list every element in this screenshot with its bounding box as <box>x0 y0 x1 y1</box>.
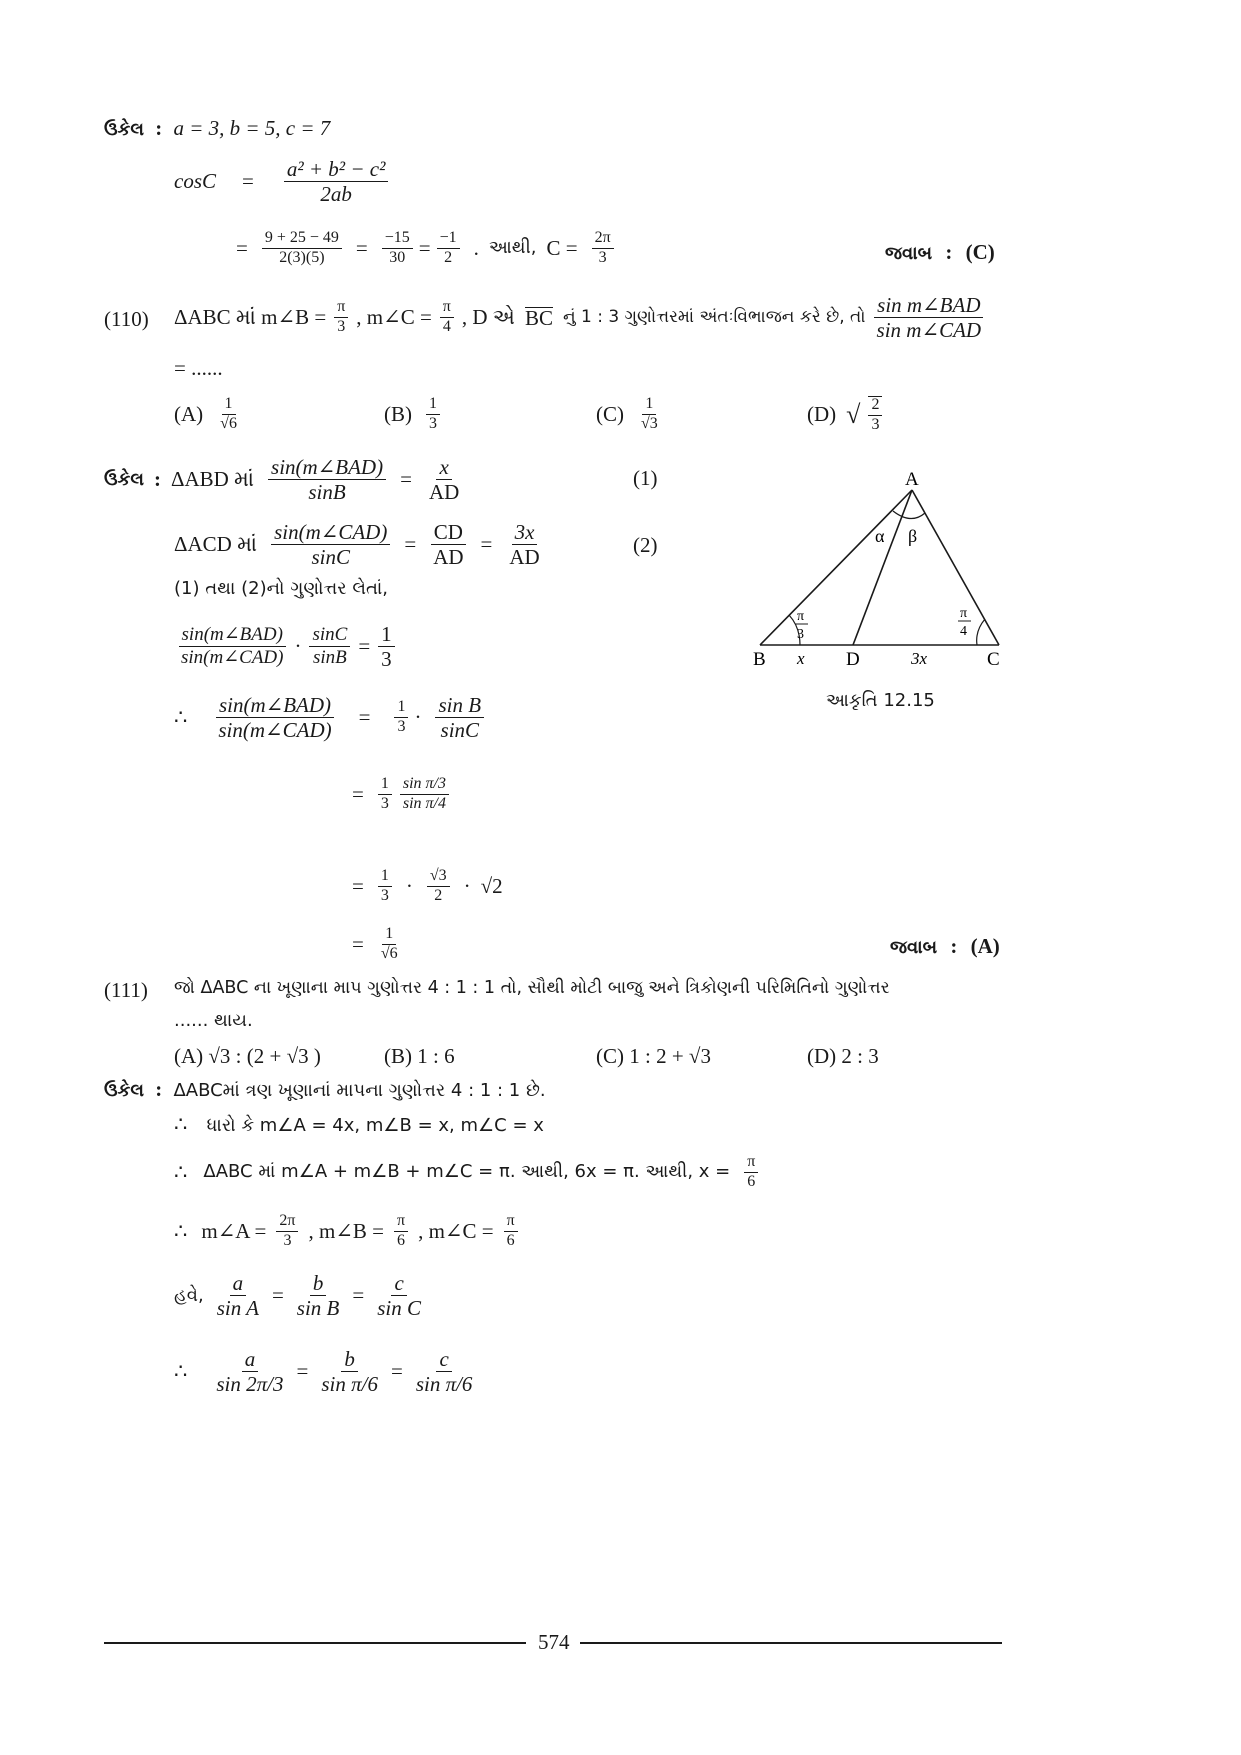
ratio-statement: (1) તથા (2)નો ગુણોત્તર લેતાં, <box>174 578 389 599</box>
given-sides: a = 3, b = 5, c = 7 <box>173 116 331 140</box>
dc-length: 3x <box>911 649 928 668</box>
footer-rule-left <box>104 1642 526 1644</box>
cos-fraction: $\frac{\text{a² + b² − c²}}{2ab}$ <box>284 158 389 205</box>
angle-c-value: $\frac{2\pi}{3}$ <box>592 230 614 267</box>
angle-a-arc <box>893 511 925 519</box>
question-number-111: (111) <box>104 978 148 1002</box>
cos-formula: cosC = $\frac{\text{a² + b² − c²}}{2ab}$ <box>174 158 392 205</box>
angle-b-num: π <box>797 609 805 624</box>
option-111-c[interactable]: (C) 1 : 2 + √3 <box>596 1044 711 1068</box>
vertex-b: B <box>753 649 766 670</box>
option-a[interactable]: (A) $\frac{1}{√6}$ <box>174 395 237 432</box>
vertex-c: C <box>987 649 1000 670</box>
option-b[interactable]: (B) $\frac{1}{3}$ <box>384 396 444 433</box>
bd-length: x <box>797 649 805 668</box>
vertex-a: A <box>905 469 919 490</box>
equation-number-2: (2) <box>633 533 658 557</box>
angle-c-num: π <box>960 606 968 621</box>
solution-111-line-3: ∴ ΔABC માં m∠A + m∠B + m∠C = π. આથી, 6x = π. આથી, x = $\frac{\pi}{6}$ <box>174 1154 762 1191</box>
option-d[interactable]: (D) √ $\frac{2}{3}$ <box>807 396 886 434</box>
ratio-equation: $\frac{\text{sin(m∠BAD)}}{\text{sin(m∠CAD)}}$ · $\frac{\sin C}{\sin B}$ = $\frac{1}{3}$ <box>174 623 399 670</box>
vertex-d: D <box>846 649 860 670</box>
final-step: = $\frac{1}{√6}$ <box>352 925 398 962</box>
answer-value: (C) <box>965 240 995 264</box>
solution-heading-1: ઉકેલ : a = 3, b = 5, c = 7 <box>104 116 331 140</box>
sqrt-step: = $\frac{1}{3}$ · $\frac{√3}{2}$ · √2 <box>352 867 503 904</box>
therefore-ratio: ∴ $\frac{\text{sin(m∠BAD)}}{\text{sin(m∠CAD)}}$ = $\frac{1}{3}$ · $\frac{\text{sin B}}{\sin C}$ <box>174 694 488 741</box>
angle-b-den: 3 <box>797 627 804 642</box>
answer-line-1: જવાબ : (C) <box>885 240 995 264</box>
question-number-110: (110) <box>104 307 149 331</box>
option-111-a[interactable]: (A) √3 : (2 + √3 ) <box>174 1044 321 1068</box>
beta-label: β <box>908 526 918 546</box>
solution-110-line-2: ΔACD માં $\frac{\text{sin(m∠CAD)}}{\sin C}$ = $\frac{CD}{AD}$ = $\frac{3x}{AD}$ <box>174 520 540 570</box>
sine-rule-substituted: ∴ $\frac{a}{\sin 2\pi/3}$ = $\frac{b}{\text{sin π/6}}$ = $\frac{c}{\text{sin π/6}}$ <box>174 1347 473 1397</box>
segment-ad <box>853 490 912 645</box>
answer-line-2: જવાબ : (A) <box>890 934 1000 958</box>
fraction-sum: $\frac{9 + 25 - 49}{2(3)(5)}$ <box>262 230 342 267</box>
solution-label: ઉકેલ <box>104 119 144 140</box>
question-111-line-1: જો ΔABC ના ખૂણાના માપ ગુણોત્તર 4 : 1 : 1 તો, સૌથી મોટી બાજુ અને ત્રિકોણની પરિમિતિનો ગુણોત્તર <box>174 978 890 998</box>
question-111-line-2: ...... થાય. <box>174 1010 253 1031</box>
angle-c-arc <box>977 619 985 645</box>
solution-111-line-2: ∴ ધારો કે m∠A = 4x, m∠B = x, m∠C = x <box>174 1112 544 1136</box>
question-110-text: ΔABC માં m∠B = $\frac{\pi}{3}$ , m∠C = $\frac{\pi}{4}$ , D એ BC નું 1 : 3 ગુણોત્તરમાં અંતઃવિભાજન કરે છે, તો $\frac{\text{sin m∠BAD}}{\text{sin m∠CAD}}$ <box>174 294 988 341</box>
solution-110-line-1: ઉકેલ : ΔABD માં $\frac{\text{sin(m∠BAD)}}{\sin B}$ = $\frac{x}{AD}$ <box>104 455 460 505</box>
option-c[interactable]: (C) $\frac{1}{√3}$ <box>596 395 658 432</box>
side-ab <box>760 490 912 645</box>
page-number: 574 <box>538 1630 570 1654</box>
footer-rule-right <box>580 1642 1002 1644</box>
angle-c-den: 4 <box>960 624 967 639</box>
sine-rule: હવે, $\frac{a}{\text{sin A}}$ = $\frac{b}{\text{sin B}}$ = $\frac{c}{\text{sin C}}$ <box>174 1271 421 1321</box>
triangle-figure <box>745 465 1015 675</box>
equation-number-1: (1) <box>633 466 658 490</box>
option-111-b[interactable]: (B) 1 : 6 <box>384 1044 455 1068</box>
figure-caption: આકૃતિ 12.15 <box>826 690 935 711</box>
alpha-label: α <box>875 526 885 546</box>
option-111-d[interactable]: (D) 2 : 3 <box>807 1044 879 1068</box>
cos-evaluation: = $\frac{9 + 25 - 49}{2(3)(5)}$ = $\frac{-15}{30}$ = $\frac{-1}{2}$ . આથી, C = $\frac{2\pi}{3}$ <box>236 230 618 267</box>
solution-111-line-1: ઉકેલ : ΔABCમાં ત્રણ ખૂણાનાં માપના ગુણોત્તર 4 : 1 : 1 છે. <box>104 1077 546 1101</box>
solution-111-line-4: ∴ m∠A = $\frac{2\pi}{3}$ , m∠B = $\frac{\pi}{6}$ , m∠C = $\frac{\pi}{6}$ <box>174 1213 522 1250</box>
sin-ratio-step: = $\frac{1}{3}$ $\frac{\text{sin π/3}}{\text{sin π/4}}$ <box>352 776 453 813</box>
